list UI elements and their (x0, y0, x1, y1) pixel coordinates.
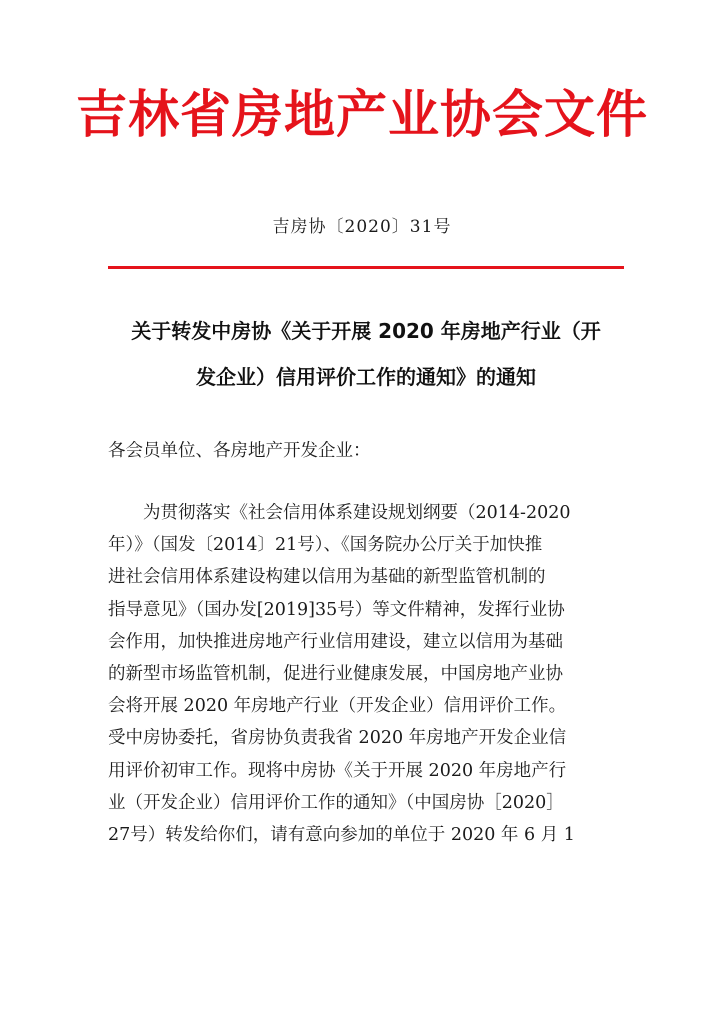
body-line: 业（开发企业）信用评价工作的通知》（中国房协［2020］ (108, 792, 564, 813)
salutation: 各会员单位、各房地产开发企业： (108, 441, 371, 461)
red-divider-rule (108, 266, 624, 269)
masthead-title: 吉林省房地产业协会文件 (75, 85, 648, 145)
body-line: 指导意见》（国办发[2019]35号）等文件精神，发挥行业协 (108, 599, 565, 620)
body-line: 会作用，加快推进房地产行业信用建设，建立以信用为基础 (108, 631, 563, 652)
body-line: 会将开展 2020 年房地产行业（开发企业）信用评价工作。 (108, 696, 567, 717)
document-number: 吉房协〔2020〕31号 (272, 217, 452, 237)
body-line: 的新型市场监管机制，促进行业健康发展，中国房地产业协 (108, 663, 563, 684)
document-title (108, 308, 624, 400)
body-line: 为贯彻落实《社会信用体系建设规划纲要（2014-2020 (108, 503, 571, 523)
body-paragraph (108, 497, 628, 851)
body-line: 受中房协委托，省房协负责我省 2020 年房地产开发企业信 (108, 728, 567, 749)
body-line: 进社会信用体系建设构建以信用为基础的新型监管机制的 (108, 567, 546, 588)
body-line: 用评价初审工作。现将中房协《关于开展 2020 年房地产行 (108, 760, 567, 781)
document-title-line-2: 发企业）信用评价工作的通知》的通知 (196, 365, 536, 389)
body-line: 年）》（国发〔2014〕21号）、《国务院办公厅关于加快推 (108, 535, 543, 556)
body-line: 27号）转发给你们，请有意向参加的单位于 2020 年 6 月 1 (108, 824, 575, 845)
document-title-line-1: 关于转发中房协《关于开展 2020 年房地产行业（开 (131, 319, 601, 343)
